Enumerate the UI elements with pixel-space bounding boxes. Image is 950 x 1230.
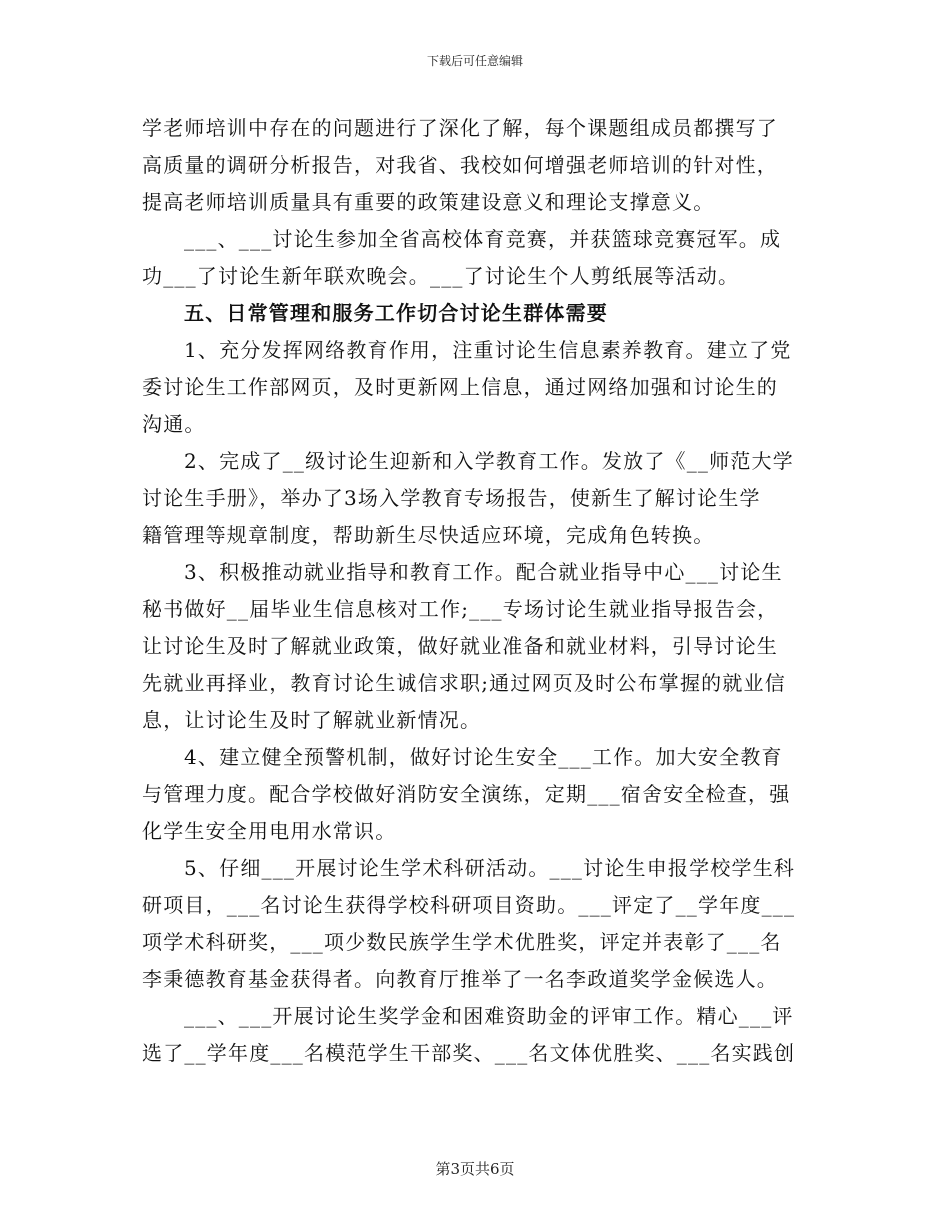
text-line: 先就业再择业，教育讨论生诚信求职;通过网页及时公布掌握的就业信 [142,671,786,695]
text-line: 功___了讨论生新年联欢晚会。___了讨论生个人剪纸展等活动。 [142,264,740,288]
text-line: 秘书做好__届毕业生信息核对工作;___专场讨论生就业指导报告会， [142,597,779,621]
text-line: 3、积极推动就业指导和教育工作。配合就业指导中心___讨论生 [184,560,783,584]
text-line: 息，让讨论生及时了解就业新情况。 [142,708,482,732]
text-line: ___、___讨论生参加全省高校体育竞赛，并获篮球竞赛冠军。成 [184,227,782,251]
text-line: 提高老师培训质量具有重要的政策建设意义和理论支撑意义。 [142,190,715,214]
section-heading: 五、日常管理和服务工作切合讨论生群体需要 [184,301,608,325]
text-line: 研项目，___名讨论生获得学校科研项目资助。___评定了__学年度___ [142,893,796,917]
text-line: 项学术科研奖，___项少数民族学生学术优胜奖，评定并表彰了___名 [142,930,782,954]
document-body [142,110,810,1072]
text-line: 李秉德教育基金获得者。向教育厅推举了一名李政道奖学金候选人。 [142,967,778,991]
text-line: 委讨论生工作部网页，及时更新网上信息，通过网络加强和讨论生的 [142,375,778,399]
text-line: 籍管理等规章制度，帮助新生尽快适应环境，完成角色转换。 [142,523,715,547]
text-line: 学老师培训中存在的问题进行了深化了解，每个课题组成员都撰写了 [142,116,778,140]
page-header: 下载后可任意编辑 [426,54,523,68]
text-line: 1、充分发挥网络教育作用，注重讨论生信息素养教育。建立了党 [184,338,792,362]
text-line: 沟通。 [142,412,206,436]
text-line: 化学生安全用电用水常识。 [142,819,397,843]
text-line: 5、仔细___开展讨论生学术科研活动。___讨论生申报学校学生科 [184,856,796,880]
text-line: 让讨论生及时了解就业政策，做好就业准备和就业材料，引导讨论生 [142,634,778,658]
text-line: 讨论生手册》，举办了3场入学教育专场报告，使新生了解讨论生学 [142,486,761,510]
text-line: 与管理力度。配合学校做好消防安全演练，定期___宿舍安全检查，强 [142,782,791,806]
text-line: 选了__学年度___名模范学生干部奖、___名文体优胜奖、___名实践创 [142,1041,796,1065]
text-line: 高质量的调研分析报告，对我省、我校如何增强老师培训的针对性， [142,153,778,177]
text-line: ___、___开展讨论生奖学金和困难资助金的评审工作。精心___评 [184,1004,794,1028]
text-line: 2、完成了__级讨论生迎新和入学教育工作。发放了《__师范大学 [184,449,794,473]
text-line: 4、建立健全预警机制，做好讨论生安全___工作。加大安全教育 [184,745,783,769]
page-footer: 第3页共6页 [435,1160,515,1178]
